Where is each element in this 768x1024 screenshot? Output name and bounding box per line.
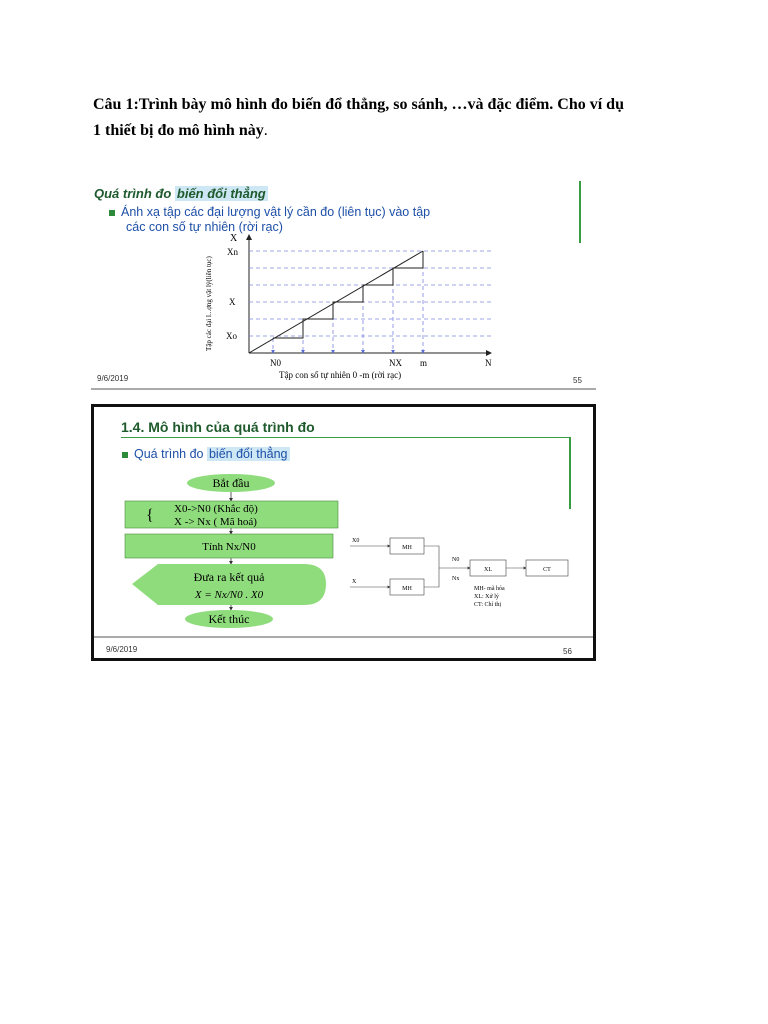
flow-output-formula: X = Nx/N0 . X0 [194,589,264,601]
slide-55-date: 9/6/2019 [97,374,129,383]
flow-end-label: Kết thúc [208,612,250,626]
slide-56 [91,404,596,661]
x-tick-n0: N0 [270,358,281,368]
question-heading [93,92,693,144]
block-mh-2-label: MH [402,586,412,592]
flow-step1-line2: X -> Nx ( Mã hoá) [174,516,257,528]
measurement-flowchart [94,407,593,658]
legend-xl: XL: Xử lý [474,594,499,600]
question-line-1: Câu 1:Trình bày mô hình đo biến đổ thẳng, so sánh, …và đặc điểm. Cho ví dụ [93,96,624,113]
y-tick-x: X [229,297,236,307]
slide-56-bullet-part1: Quá trình đo [134,447,207,461]
block-n0-label: N0 [452,557,460,563]
question-line-2 [93,118,693,144]
slide-55-bullet-line2: các con số tự nhiên (rời rạc) [126,220,283,234]
slide-55 [91,175,596,393]
x-axis-label: Tập con số tự nhiên 0 -m (rời rạc) [279,370,402,380]
slide-56-title: 1.4. Mô hình của quá trình đo [121,419,315,435]
flow-output-line1: Đưa ra kết quả [193,570,265,584]
slide-55-title-highlight: biến đổi thẳng [176,186,266,201]
slide-55-page-number: 55 [573,376,582,385]
y-tick-xo: Xo [226,331,237,341]
block-xl-label: XL [484,567,492,573]
block-ct-label: CT [543,567,551,573]
dashed-level-lines [249,251,491,336]
x-axis-end-label: N [485,358,492,368]
flow-start-label: Bắt đầu [212,476,250,490]
x-tick-m: m [420,358,428,368]
x-tick-nx: NX [389,358,402,368]
flow-step1-line1: X0->N0 (Khắc độ) [174,503,258,515]
slide-56-page-number: 56 [563,647,572,656]
legend-ct: CT: Chỉ thị [474,602,502,608]
question-line-2-end: . [263,122,268,139]
block-input-x0: X0 [352,538,360,544]
y-axis-top-label: X [230,233,238,244]
slide-55-title-part1: Quá trình đo [94,186,175,201]
block-nx-label: Nx [452,576,460,582]
brace-icon: { [146,507,154,524]
block-mh-1-label: MH [402,545,412,551]
staircase-diagram [91,175,596,393]
block-input-x: X [352,579,357,585]
slide-55-bullet-line1: Ánh xạ tập các đại lượng vật lý cần đo (liên tục) vào tập [121,205,431,219]
legend-mh: MH- mã hóa [474,586,505,592]
slide-56-bullet-highlight: biến đổi thẳng [208,447,288,461]
y-axis-label: Tập các đại l...ợng vật lý(liên tục) [205,256,213,351]
flow-step2-label: Tính Nx/N0 [202,541,256,553]
y-tick-xn: Xn [227,247,238,257]
slide-56-date: 9/6/2019 [106,645,138,654]
question-line-2-main: 1 thiết bị đo mô hình này [93,122,264,139]
